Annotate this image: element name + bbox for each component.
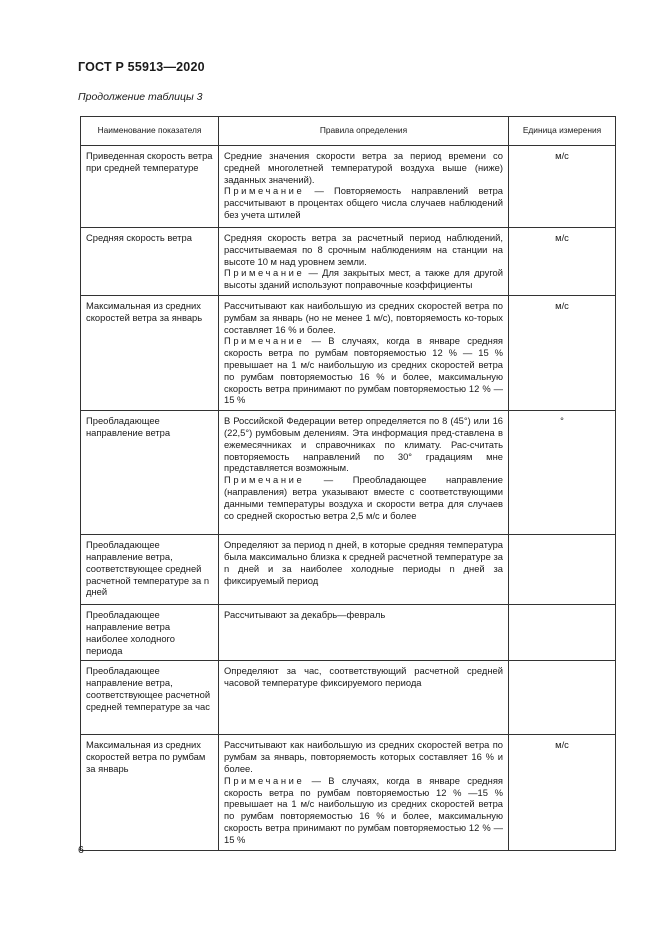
table-header-row xyxy=(81,117,616,146)
rule-text: Рассчитывают за декабрь—февраль xyxy=(224,609,386,621)
rule-text: Средняя скорость ветра за расчетный период наблюдений, рассчитываемая по 8 срочным наблюдениям на станции на высоте 10 м над уровнем земли. xyxy=(224,232,503,267)
table-row xyxy=(81,228,616,296)
determination-rule-cell xyxy=(219,411,509,535)
table-row xyxy=(81,661,616,735)
parameter-name-cell: Преобладающее направление ветра, соответствующее расчетной средней температуре за час xyxy=(81,661,219,735)
unit-cell xyxy=(509,661,616,735)
parameter-name-cell: Преобладающее направление ветра, соответствующее средней расчетной температуре за n дней xyxy=(81,535,219,605)
table-row xyxy=(81,735,616,850)
note-text: — Повторяемость направлений ветра рассчитывают в процентах общего числа случаев наблюдений без учета штилей xyxy=(224,185,503,220)
note-label: Примечание xyxy=(224,185,305,197)
determination-rule-cell xyxy=(219,228,509,296)
unit-cell: ° xyxy=(509,411,616,535)
rule-text: Рассчитывают как наибольшую из средних скоростей ветра по румбам за январь (но не менее 1 м/с), повторяемость ко-торых составляет 16 % и более. xyxy=(224,299,503,335)
determination-rule-cell xyxy=(219,605,509,661)
determination-rule-cell xyxy=(219,661,509,735)
note-text: — В случаях, когда в январе средняя скорость ветра по румбам повторяемостью 12 % —15 % превышает на 1 м/с наибольшую из средних скоростей ветра по румбам повторяемостью 16 % и более, максимальную скорость ветра принимают по румбам повторяемостью 12 % —15 % xyxy=(224,774,503,845)
determination-rule-cell xyxy=(219,295,509,410)
unit-cell xyxy=(509,605,616,661)
rule-text: Средние значения скорости ветра за период времени со средней многолетней температурой воздуха выше (ниже) заданных значений). xyxy=(224,150,503,185)
note-label: Примечание xyxy=(224,335,305,347)
note-label: Примечание xyxy=(224,267,305,279)
parameters-table xyxy=(80,116,616,851)
unit-cell: м/с xyxy=(509,735,616,850)
rule-text: Определяют за час, соответствующий расчетной средней часовой температуре фиксируемого периода xyxy=(224,665,503,689)
table-row xyxy=(81,411,616,535)
parameter-name-cell: Приведенная скорость ветра при средней температуре xyxy=(81,146,219,228)
column-header-name: Наименование показателя xyxy=(81,117,219,146)
table-row xyxy=(81,146,616,228)
note-label: Примечание xyxy=(224,774,305,786)
parameter-name-cell: Максимальная из средних скоростей ветра за январь xyxy=(81,295,219,410)
determination-rule-cell xyxy=(219,535,509,605)
column-header-unit: Единица измерения xyxy=(509,117,616,146)
note-text: — Преобладающее направление (направления) ветра указывают вместе с соответствующими данными температуры воздуха и скорости ветра для случаев со средней скоростью ветра 2,5 м/с и более xyxy=(224,474,503,521)
column-header-rule: Правила определения xyxy=(219,117,509,146)
note-text: — В случаях, когда в январе средняя скорость ветра по румбам повторяемостью 12 % — 15 % превышает на 1 м/с наибольшую из средних скоростей ветра по румбам повторяемостью 16 % и более, максимальную скорость ветра принимают по румбам повторяемостью 12 % — 15 % xyxy=(224,335,503,406)
standard-number: ГОСТ Р 55913—2020 xyxy=(78,60,205,74)
page-number: 6 xyxy=(78,844,84,856)
table-row xyxy=(81,605,616,661)
parameter-name-cell: Преобладающее направление ветра наиболее холодного периода xyxy=(81,605,219,661)
parameter-name-cell: Средняя скорость ветра xyxy=(81,228,219,296)
note-text: — Для закрытых мест, а также для другой высоты зданий используют поправочные коэффициенты xyxy=(224,267,503,291)
rule-text: Рассчитывают как наибольшую из средних скоростей ветра по румбам за январь, повторяемость которых составляет 16 % и более. xyxy=(224,739,503,774)
table-row xyxy=(81,535,616,605)
table-continuation-label: Продолжение таблицы 3 xyxy=(78,91,203,103)
unit-cell: м/с xyxy=(509,295,616,410)
parameter-name-cell: Максимальная из средних скоростей ветра по румбам за январь xyxy=(81,735,219,850)
note-label: Примечание xyxy=(224,474,305,486)
table-row xyxy=(81,295,616,410)
rule-text: Определяют за период n дней, в которые средняя температура была максимально близка к средней расчетной температуре за n дней и за наиболее холодные периоды n дней за фиксируемый период xyxy=(224,539,503,586)
rule-text: В Российской Федерации ветер определяется по 8 (45°) или 16 (22,5°) румбовым делениям. Эта информация пред-ставлена в ежемесячниках и справочниках по климату. Рас-считать повторяемость направлений по 30° градациям мне представляется возможным. xyxy=(224,415,503,474)
parameter-name-cell: Преобладающее направление ветра xyxy=(81,411,219,535)
determination-rule-cell xyxy=(219,735,509,850)
unit-cell xyxy=(509,535,616,605)
determination-rule-cell xyxy=(219,146,509,228)
unit-cell: м/с xyxy=(509,228,616,296)
unit-cell: м/с xyxy=(509,146,616,228)
